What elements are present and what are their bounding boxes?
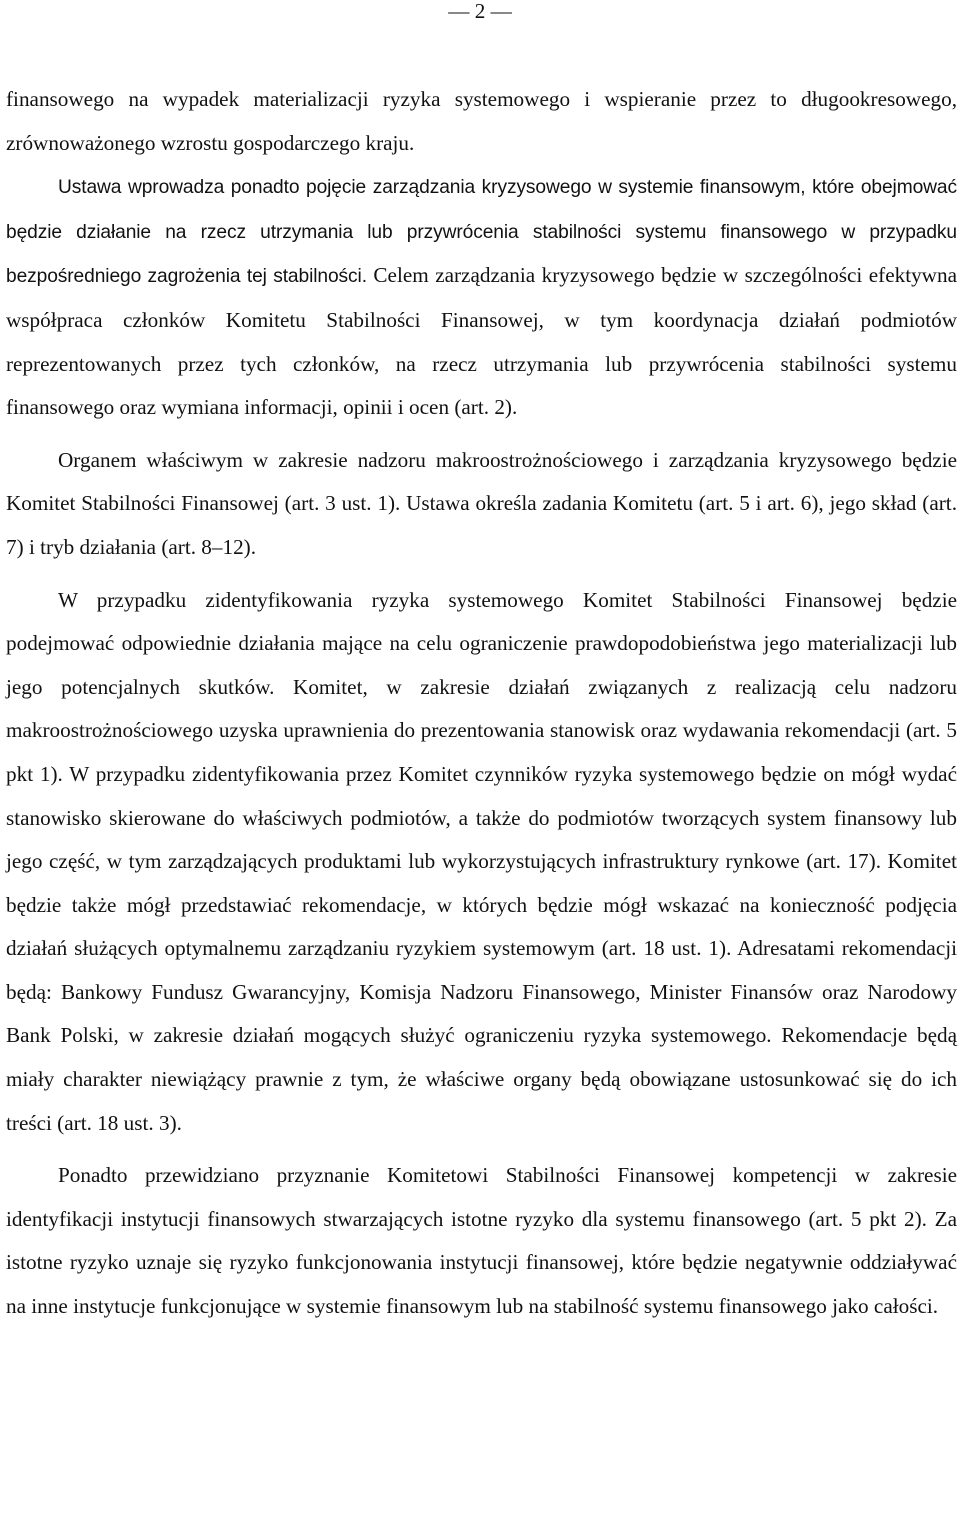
paragraph-2-part-b: Celem zarządzania kryzysowego będzie w szczególności efektywna współpraca członków Komitetu Stabilności Finansowej, w tym koordynacja działań podmiotów reprezentowanych przez tych członków, na rzecz utrzymania lub przywrócenia stabilności systemu finansowego oraz wymiana informacji, opinii i ocen (art. 2). (6, 263, 957, 420)
paragraph-3: Organem właściwym w zakresie nadzoru makroostrożnościowego i zarządzania kryzysowego będzie Komitet Stabilności Finansowej (art. 3 ust. 1). Ustawa określa zadania Komitetu (art. 5 i art. 6), jego skład (art. 7) i tryb działania (art. 8–12). (6, 447, 957, 559)
paragraph-5: Ponadto przewidziano przyznanie Komitetowi Stabilności Finansowej kompetencji w zakresie identyfikacji instytucji finansowych stwarzających istotne ryzyko dla systemu finansowego (art. 5 pkt 2). Za istotne ryzyko uznaje się ryzyko funkcjonowania instytucji finansowej, które będzie negatywnie oddziaływać na inne instytucje funkcjonujące w systemie finansowym lub na stabilność systemu finansowego jako całości. (6, 1163, 957, 1319)
document-body (6, 78, 957, 1329)
page-number: — 2 — (448, 0, 512, 23)
paragraph-1: finansowego na wypadek materializacji ryzyka systemowego i wspieranie przez to długookresowego, zrównoważonego wzrostu gospodarczego kraju. (6, 87, 957, 155)
paragraph-4: W przypadku zidentyfikowania ryzyka systemowego Komitet Stabilności Finansowej będzie podejmować odpowiednie działania mające na celu ograniczenie prawdopodobieństwa jego materializacji lub jego potencjalnych skutków. Komitet, w zakresie działań związanych z realizacją celu nadzoru makroostrożnościowego uzyska uprawnienia do prezentowania stanowisk oraz wydawania rekomendacji (art. 5 pkt 1). W przypadku zidentyfikowania przez Komitet czynników ryzyka systemowego będzie on mógł wydać stanowisko skierowane do właściwych podmiotów, a także do podmiotów tworzących system finansowy lub jego część, w tym zarządzających produktami lub wykorzystujących infrastruktury rynkowe (art. 17). Komitet będzie także mógł przedstawiać rekomendacje, w których będzie mógł wskazać na konieczność podjęcia działań służących optymalnemu zarządzaniu ryzykiem systemowym (art. 18 ust. 1). Adresatami rekomendacji będą: Bankowy Fundusz Gwarancyjny, Komisja Nadzoru Finansowego, Minister Finansów oraz Narodowy Bank Polski, w zakresie działań mogących służyć ograniczeniu ryzyka systemowego. Rekomendacje będą miały charakter niewiążący prawnie z tym, że właściwe organy będą obowiązane ustosunkować się do ich treści (art. 18 ust. 3). (6, 587, 957, 1135)
paragraph-2-part-a: Ustawa wprowadza ponadto pojęcie zarządzania kryzysowego w systemie finansowym, które obejmować będzie działanie na rzecz utrzymania lub przywrócenia stabilności systemu finansowego w przypadku bezpośredniego zagrożenia tej stabilności. (6, 177, 957, 288)
paragraph-2 (6, 165, 957, 430)
